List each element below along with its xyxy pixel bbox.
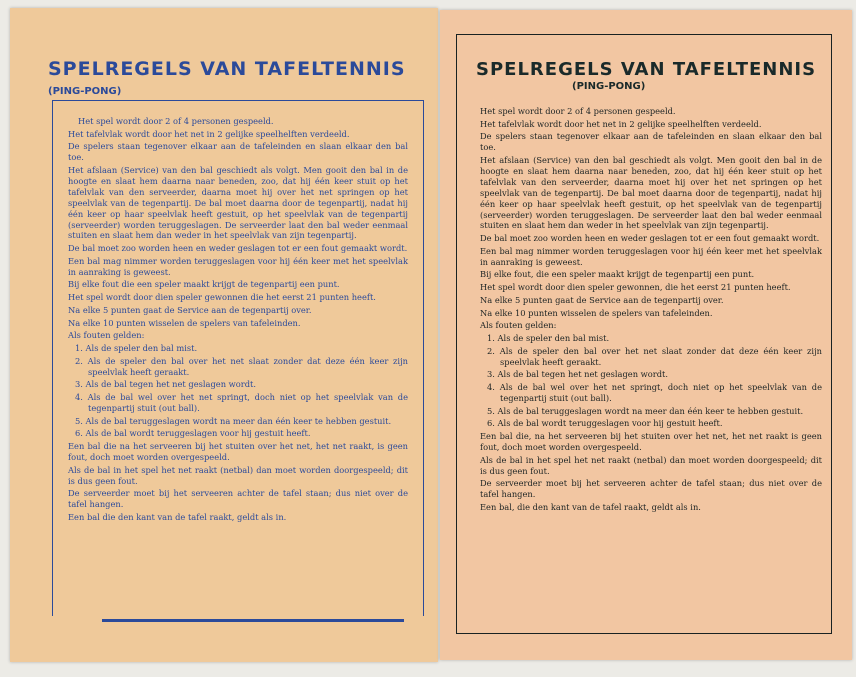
rule-paragraph: Een bal die den kant van de tafel raakt, geldt als in. xyxy=(68,511,287,522)
document-subtitle: (PING-PONG) xyxy=(48,86,122,97)
fault-item: 2. Als de speler den bal over het net slaat zonder dat deze één keer zijn speelvlak heeft geraakt. xyxy=(75,355,408,377)
document-title: SPELREGELS VAN TAFELTENNIS xyxy=(48,58,406,80)
rules-sheet-left xyxy=(10,8,438,662)
fault-item: 1. Als de speler den bal mist. xyxy=(487,332,610,343)
rule-paragraph: Na elke 10 punten wisselen de spelers van tafeleinden. xyxy=(480,307,713,318)
rule-paragraph: Bij elke fout, die een speler maakt krijgt de tegenpartij een punt. xyxy=(480,269,755,280)
rules-sheet-right xyxy=(440,10,852,660)
fault-item: 3. Als de bal tegen het net geslagen wordt. xyxy=(487,369,669,380)
rule-paragraph: De spelers staan tegenover elkaar aan de tafeleinden en slaan elkaar den bal toe. xyxy=(68,141,408,163)
rule-paragraph: De bal moet zoo worden heen en weder geslagen tot er een fout gemaakt wordt. xyxy=(68,243,408,254)
rules-text xyxy=(68,116,408,525)
rule-paragraph: Een bal mag nimmer worden teruggeslagen voor hij één keer met het speelvlak in aanraking is geweest. xyxy=(68,255,408,277)
fault-item: 6. Als de bal wordt teruggeslagen voor hij gestuit heeft. xyxy=(487,418,723,429)
rule-paragraph: Het tafelvlak wordt door het net in 2 gelijke speelhelften verdeeld. xyxy=(480,118,762,129)
fault-item: 3. Als de bal tegen het net geslagen wordt. xyxy=(75,379,257,390)
rule-paragraph: Het spel wordt door dien speler gewonnen die het eerst 21 punten heeft. xyxy=(68,292,376,303)
document-title: SPELREGELS VAN TAFELTENNIS xyxy=(476,59,817,80)
rule-paragraph: De serveerder moet bij het serveeren achter de tafel staan; dus niet over de tafel hangen. xyxy=(480,478,822,500)
fault-item: 5. Als de bal teruggeslagen wordt na meer dan één keer te hebben gestuit. xyxy=(487,405,804,416)
rule-paragraph: Na elke 5 punten gaat de Service aan de tegenpartij over. xyxy=(480,294,724,305)
frame-divider xyxy=(102,619,404,622)
rule-paragraph: Het spel wordt door 2 of 4 personen gespeeld. xyxy=(78,116,274,126)
fault-item: 5. Als de bal teruggeslagen wordt na meer dan één keer te hebben gestuit. xyxy=(75,415,392,426)
fault-item: 4. Als de bal wel over het net springt, doch niet op het speelvlak van de tegenpartij stuit (out ball). xyxy=(75,392,408,413)
fault-item: 6. Als de bal wordt teruggeslagen voor hij gestuit heeft. xyxy=(75,428,311,439)
rules-text xyxy=(480,106,822,515)
fault-item: 1. Als de speler den bal mist. xyxy=(75,342,198,353)
rule-paragraph: Na elke 5 punten gaat de Service aan de tegenpartij over. xyxy=(68,304,312,315)
rule-paragraph: De spelers staan tegenover elkaar aan de tafeleinden en slaan elkaar den bal toe. xyxy=(480,131,822,153)
rule-paragraph: Bij elke fout die een speler maakt krijgt de tegenpartij een punt. xyxy=(68,279,340,290)
rule-paragraph: Het tafelvlak wordt door het net in 2 gelijke speelhelften verdeeld. xyxy=(68,128,350,139)
rule-paragraph: Als de bal in het spel het net raakt (netbal) dan moet worden doorgespeeld; dit is dus geen fout. xyxy=(68,464,408,486)
rule-paragraph: Een bal die, na het serveeren bij het stuiten over het net, het net raakt is geen fout, doch moet worden overgespeeld. xyxy=(480,431,822,452)
document-subtitle: (PING-PONG) xyxy=(572,81,646,92)
faults-heading: Als fouten gelden: xyxy=(480,320,557,331)
rule-paragraph: Een bal mag nimmer worden teruggeslagen voor hij één keer met het speelvlak in aanraking is geweest. xyxy=(480,245,822,267)
fault-item: 4. Als de bal wel over het net springt, doch niet op het speelvlak van de tegenpartij stuit (out ball). xyxy=(487,382,822,403)
fault-item: 2. Als de speler den bal over het net slaat zonder dat deze één keer zijn speelvlak heeft geraakt. xyxy=(487,345,822,367)
rule-paragraph: Een bal, die den kant van de tafel raakt, geldt als in. xyxy=(480,501,701,512)
rule-paragraph: Het afslaan (Service) van den bal geschiedt als volgt. Men gooit den bal in de hoogte en slaat hem daarna naar beneden, zoo, dat hij één keer stuit op het tafelvlak van den serveerder, daarna moet hij over het net springen op het speelvlak van de tegenpartij. De bal moet daarna door de tegenpartij, nadat hij één keer op haar speelvlak heeft gestuit, op het speelvlak van de tegenpartij (serveerder) worden teruggeslagen. De serveerder laat den bal weder eenmaal stuiten en slaat hem dan weder in het speelvlak van zijn tegenpartij. xyxy=(68,165,408,241)
rule-paragraph: Het spel wordt door 2 of 4 personen gespeeld. xyxy=(480,106,676,116)
rule-paragraph: Een bal die na het serveeren bij het stuiten over het net, het net raakt, is geen fout, doch moet worden overgespeeld. xyxy=(68,441,408,462)
rule-paragraph: De serveerder moet bij het serveeren achter de tafel staan; dus niet over de tafel hangen. xyxy=(68,488,408,510)
rule-paragraph: Het afslaan (Service) van den bal geschiedt als volgt. Men gooit den bal in de hoogte en slaat hem daarna naar beneden, zoo, dat hij één keer stuit op het tafelvlak van den serveerder, daarna moet hij over het net springen op het speelvlak van de tegenpartij. De bal moet daarna door de tegenpartij, nadat hij één keer op haar speelvlak heeft gestuit, op het speelvlak van de tegenpartij (serveerder) worden teruggeslagen. De serveerder laat den bal weder eenmaal stuiten en slaat hem dan weder in het speelvlak van zijn tegenpartij. xyxy=(480,155,822,231)
rule-paragraph: Na elke 10 punten wisselen de spelers van tafeleinden. xyxy=(68,317,301,328)
faults-heading: Als fouten gelden: xyxy=(68,330,145,341)
rule-paragraph: De bal moet zoo worden heen en weder geslagen tot er een fout gemaakt wordt. xyxy=(480,233,820,244)
rule-paragraph: Het spel wordt door dien speler gewonnen, die het eerst 21 punten heeft. xyxy=(480,282,791,293)
rule-paragraph: Als de bal in het spel het net raakt (netbal) dan moet worden doorgespeeld; dit is dus geen fout. xyxy=(480,454,822,476)
